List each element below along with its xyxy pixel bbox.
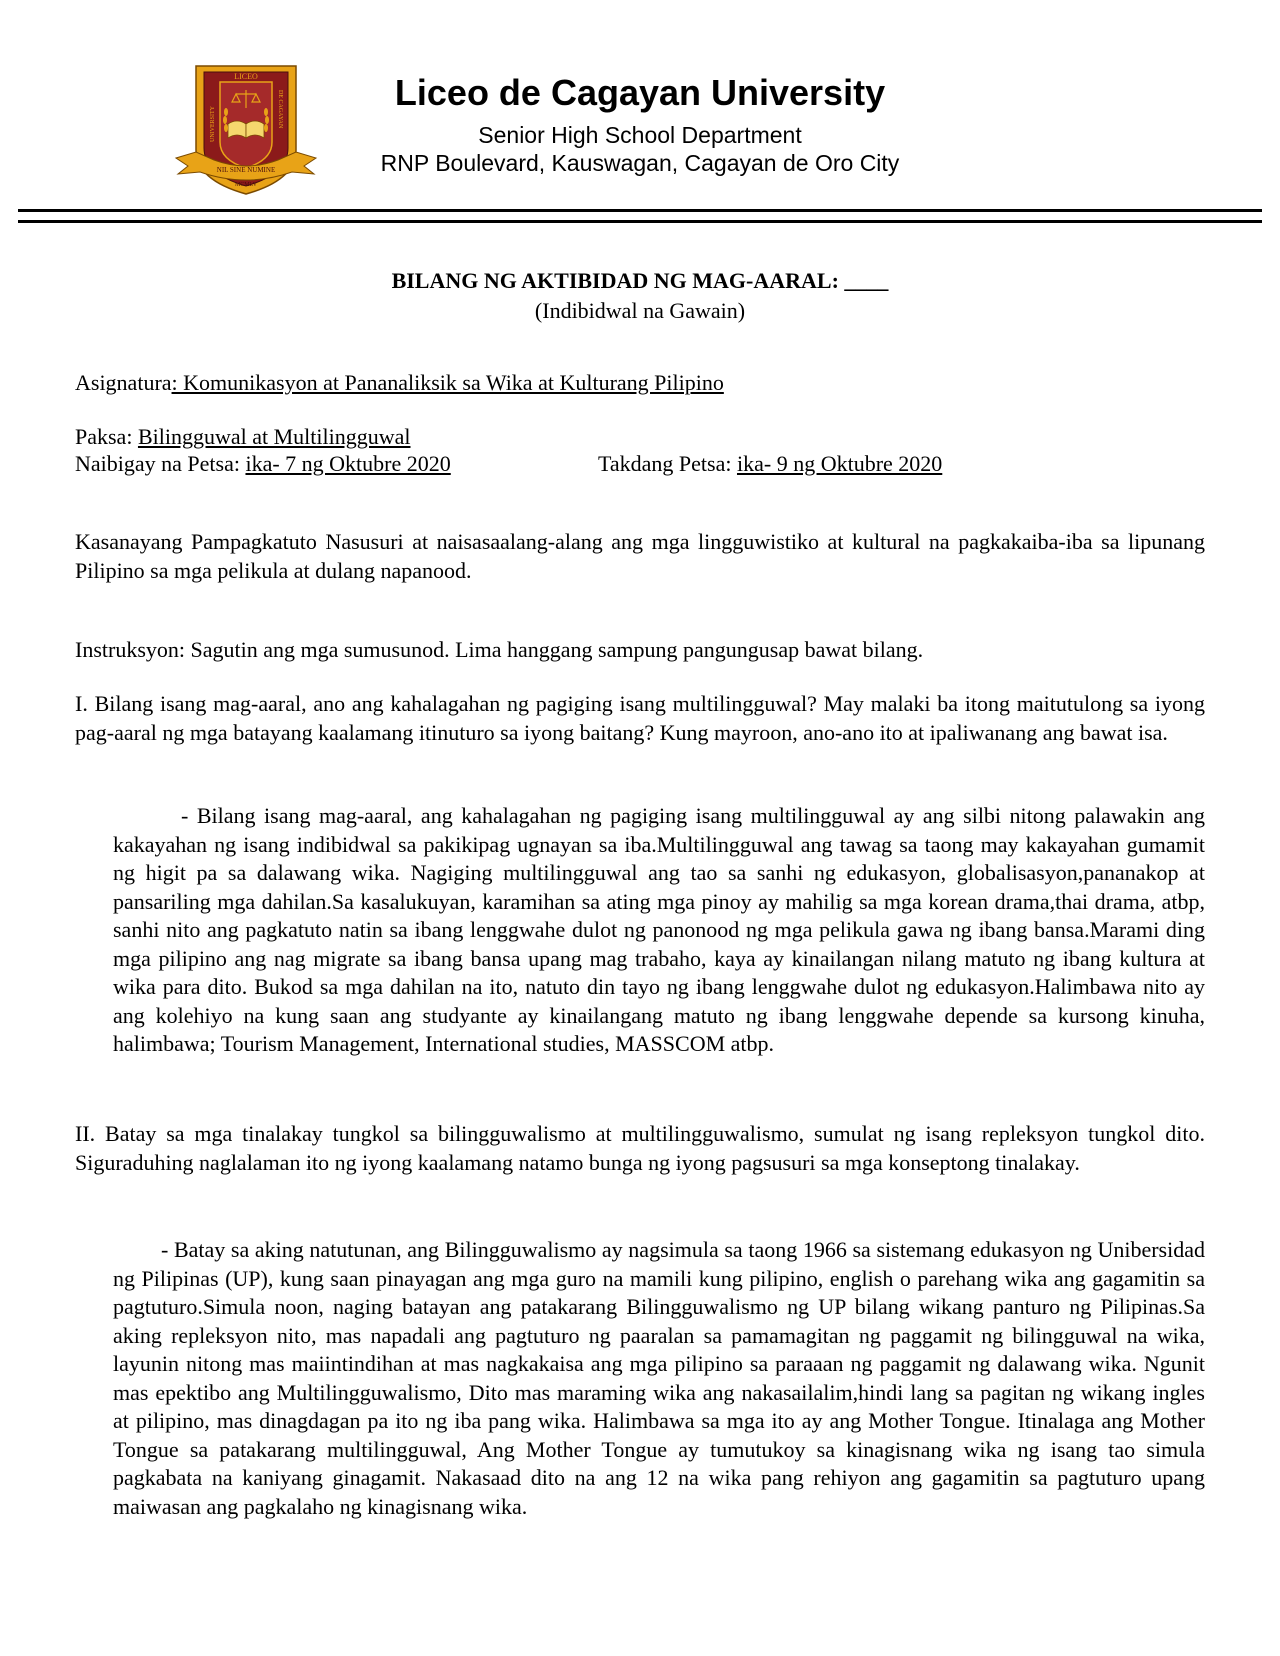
subject-value: : Komunikasyon at Pananaliksik sa Wika at Kulturang Pilipino: [171, 370, 724, 395]
subject-label: Asignatura: [75, 370, 172, 395]
question-2: [75, 1120, 1205, 1177]
question-1-text: Bilang isang mag-aaral, ano ang kahalagahan ng pagiging isang multilingguwal? May malaki ba itong maitutulong sa iyong pag-aaral ng mga batayang kaalamang itinuturo sa iyong baitang? Kung mayroon, ano-ano ito at ipaliwanang ang bawat isa.: [75, 691, 1205, 745]
due-date-value: ika- 9 ng Oktubre 2020: [736, 451, 943, 476]
university-name: Liceo de Cagayan University: [394, 72, 886, 113]
seal-top-text: LICEO: [234, 72, 258, 81]
topic-label: Paksa:: [75, 424, 138, 449]
instructions: Instruksyon: Sagutin ang mga sumusunod. Lima hanggang sampung pangungusap bawat bilang.: [75, 637, 924, 662]
question-2-text: Batay sa mga tinalakay tungkol sa bilingguwalismo at multilingguwalismo, sumulat ng isang repleksyon tungkol dito. Siguraduhing naglalaman ito ng iyong kaalamang natamo bunga ng iyong pagsusuri sa mga konseptong tinalakay.: [75, 1121, 1205, 1175]
due-date-line: [598, 451, 942, 477]
given-date-value: ika- 7 ng Oktubre 2020: [245, 451, 451, 476]
university-seal-logo: [174, 62, 318, 202]
topic-value: Bilingguwal at Multilingguwal: [137, 424, 411, 449]
given-date-line: [75, 451, 451, 477]
learning-competency: Kasanayang Pampagkatuto Nasusuri at naisasaalang-alang ang mga lingguwistiko at kultural na pagkakaiba-iba sa lipunang Pilipino sa mga pelikula at dulang napanood.: [75, 529, 1205, 583]
due-date-label: Takdang Petsa:: [598, 451, 737, 476]
header-rule-top: [18, 209, 1262, 212]
seal-right-text: DE CAGAYAN: [277, 90, 283, 129]
activity-subtitle: (Indibidwal na Gawain): [534, 298, 746, 323]
activity-title: BILANG NG AKTIBIDAD NG MAG-AARAL: ____: [391, 268, 889, 293]
seal-year-text: MCMLV: [234, 182, 258, 188]
question-1: [75, 690, 1205, 747]
question-2-number: II.: [75, 1121, 96, 1146]
open-book-icon: [228, 121, 264, 138]
department-name: Senior High School Department: [478, 122, 802, 148]
answer-1: - Bilang isang mag-aaral, ang kahalagahan ng pagiging isang multilingguwal ay ang silbi nitong palawakin ang kakayahan ng isang indibidwal sa pakikipag ugnayan sa iba.Multilingguwal ang tawag sa taong may kakayahan gumamit ng higit pa sa dalawang wika. Nagiging multilingguwal ang tao sa sanhi ng edukasyon, globalisasyon,pananakop at pansariling mga dahilan.Sa kasalukuyan, karamihan sa ating mga pinoy ay mahilig sa mga korean drama,thai drama, atbp, sanhi nito ang pagkatuto natin sa ibang lenggwahe dulot ng panonood ng mga pelikula gawa ng ibang bansa.Marami ding mga pilipino ang nag migrate sa ibang bansa upang mag trabaho, kaya ay kinailangan nilang matuto ng ibang kultura at wika para dito. Bukod sa mga dahilan na ito, natuto din tayo ng ibang lenggwahe dulot ng edukasyon.Halimbawa nito ay ang kolehiyo na kung saan ang studyante ay kinailangang matuto ng ibang lenggwahe depende sa kursong kinuha, halimbawa; Tourism Management, International studies, MASSCOM atbp.: [113, 803, 1205, 1056]
seal-ribbon-text: NIL SINE NUMINE: [216, 166, 276, 174]
question-1-number: I.: [75, 691, 88, 716]
header-rule-bottom: [18, 220, 1262, 223]
answer-2: - Batay sa aking natutunan, ang Bilingguwalismo ay nagsimula sa taong 1966 sa sistemang edukasyon ng Unibersidad ng Pilipinas (UP), kung saan pinayagan ang mga guro na mamili kung pilipino, english o parehang wika ang gagamitin sa pagtuturo.Simula noon, naging batayan ang patakarang Bilingguwalismo ng UP bilang wikang panturo ng Pilipinas.Sa aking repleksyon nito, mas napadali ang pagtuturo ng paaralan sa pamamagitan ng paggamit ng bilingguwal na wika, layunin nitong mas maiintindihan at mas nagkakaisa ang mga pilipino sa paraaan ng paggamit ng dalawang wika. Ngunit mas epektibo ang Multilingguwalismo, Dito mas maraming wika ang nakasailalim,hindi lang sa pagitan ng wikang ingles at pilipino, mas dinagdagan pa ito ng iba pang wika. Halimbawa sa mga ito ay ang Mother Tongue. Itinalaga ang Mother Tongue sa patakarang multilingguwal, Ang Mother Tongue ay tumutukoy sa kinagisnang wika ng isang tao simula pagkabata na kaniyang ginagamit. Nakasaad dito na ang 12 na wika pang rehiyon ang gagamitin sa pagtuturo upang maiwasan ang pagkalaho ng kinagisnang wika.: [113, 1237, 1205, 1519]
seal-left-text: UNIVERSITY: [210, 106, 216, 142]
subject-line: [75, 370, 724, 396]
given-date-label: Naibigay na Petsa:: [75, 451, 246, 476]
topic-line: [75, 424, 411, 450]
university-address: RNP Boulevard, Kauswagan, Cagayan de Oro City: [380, 150, 900, 176]
